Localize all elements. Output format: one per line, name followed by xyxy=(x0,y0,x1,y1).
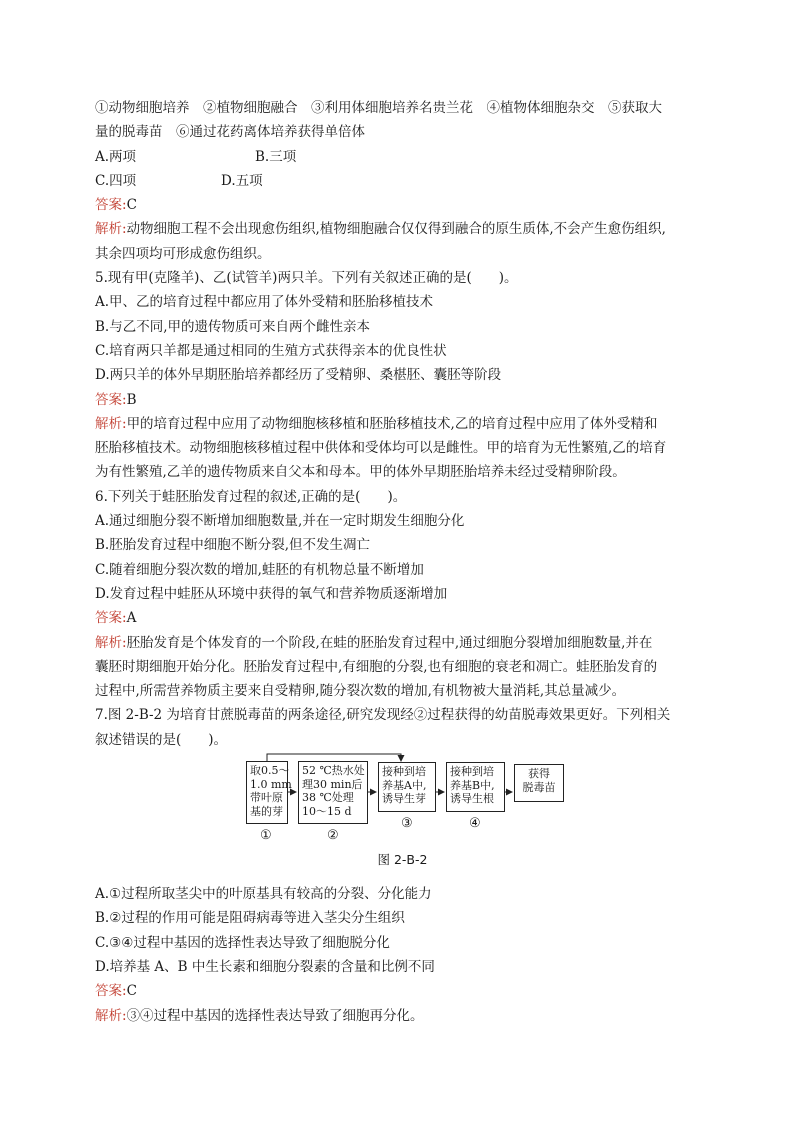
q4-option-b: B.三项 xyxy=(255,148,297,165)
answer-label: 答案: xyxy=(95,197,127,214)
step-box-4 xyxy=(446,762,505,812)
q4-explanation-line1 xyxy=(95,217,710,241)
q5-stem: 5.现有甲(克隆羊)、乙(试管羊)两只羊。下列有关叙述正确的是( )。 xyxy=(95,270,518,287)
answer-label: 答案: xyxy=(95,983,127,1000)
q6-answer xyxy=(95,606,710,630)
box-text: 取0.5～ xyxy=(250,764,290,778)
document-page xyxy=(95,96,710,1028)
q6-explanation-line1 xyxy=(95,631,710,655)
box-text: 诱导生芽 xyxy=(382,792,426,806)
answer-value: B xyxy=(126,391,137,408)
box-text: 诱导生根 xyxy=(450,792,494,806)
explanation-label: 解析: xyxy=(95,634,127,651)
q6-option-c: C.随着细胞分裂次数的增加,蛙胚的有机物总量不断增加 xyxy=(95,561,424,578)
box-text: 基的芽 xyxy=(250,804,283,818)
q5-explanation-line1 xyxy=(95,412,710,436)
box-text: 38 ℃处理 xyxy=(302,791,354,805)
step-label-1: ① xyxy=(260,828,272,844)
arrow-bypass-1-3 xyxy=(267,754,401,761)
step-label-3: ③ xyxy=(401,816,413,832)
box-text: 接种到培 xyxy=(382,765,426,779)
q7-stem-line1: 7.图 2-B-2 为培育甘蔗脱毒苗的两条途径,研究发现经②过程获得的幼苗脱毒效果更好。下列相关 xyxy=(95,707,671,724)
figure-caption: 图 2-B-2 xyxy=(377,852,428,868)
q4-explanation-line2: 其余四项均可形成愈伤组织。 xyxy=(95,245,271,262)
box-text: 获得 xyxy=(528,767,550,781)
q5-answer xyxy=(95,388,710,412)
explanation-text: 胚胎发育是个体发育的一个阶段,在蛙的胚胎发育过程中,通过细胞分裂增加细胞数量,并在 xyxy=(126,634,653,651)
box-text: 养基B中, xyxy=(450,778,495,792)
box-text: 带叶原 xyxy=(250,791,283,805)
q6-explanation-line3: 过程中,所需营养物质主要来自受精卵,随分裂次数的增加,有机物被大量消耗,其总量减少。 xyxy=(95,683,626,700)
box-text: 1.0 mm xyxy=(250,777,292,791)
explanation-text: 动物细胞工程不会出现愈伤组织,植物细胞融合仅仅得到融合的原生质体,不会产生愈伤组织, xyxy=(126,221,666,238)
q4-option-a: A.两项 xyxy=(95,148,137,165)
box-text: 理30 min后 xyxy=(302,777,363,791)
step-box-1 xyxy=(246,761,292,824)
q5-option-b: B.与乙不同,甲的遗传物质可来自两个雌性亲本 xyxy=(95,318,371,335)
q4-answer xyxy=(95,193,710,217)
q7-option-a: A.①过程所取茎尖中的叶原基具有较高的分裂、分化能力 xyxy=(95,886,432,903)
q5-option-d: D.两只羊的体外早期胚胎培养都经历了受精卵、桑椹胚、囊胚等阶段 xyxy=(95,367,502,384)
q5-option-c: C.培育两只羊都是通过相同的生殖方式获得亲本的优良性状 xyxy=(95,342,447,359)
q5-explanation-line3: 为有性繁殖,乙羊的遗传物质来自父本和母本。甲的体外早期胚胎培养未经过受精卵阶段。 xyxy=(95,464,626,481)
explanation-text: ③④过程中基因的选择性表达导致了细胞再分化。 xyxy=(126,1007,424,1024)
step-box-5 xyxy=(514,764,564,802)
q6-option-b: B.胚胎发育过程中细胞不断分裂,但不发生凋亡 xyxy=(95,537,371,554)
q5-explanation-line2: 胚胎移植技术。动物细胞核移植过程中供体和受体均可以是雌性。甲的培育为无性繁殖,乙的培育 xyxy=(95,440,667,457)
box-text: 52 ℃热水处 xyxy=(302,764,365,778)
q6-stem: 6.下列关于蛙胚胎发育过程的叙述,正确的是( )。 xyxy=(95,488,407,505)
step-box-3 xyxy=(378,762,436,812)
box-text: 脱毒苗 xyxy=(522,780,556,794)
flow-diagram xyxy=(95,752,710,882)
answer-value: C xyxy=(126,197,137,214)
answer-value: C xyxy=(126,983,137,1000)
answer-label: 答案: xyxy=(95,391,127,408)
q4-option-c: C.四项 xyxy=(95,172,137,189)
box-text: 接种到培 xyxy=(450,765,494,779)
q5-option-a: A.甲、乙的培育过程中都应用了体外受精和胚胎移植技术 xyxy=(95,294,434,311)
q4-options-row1 xyxy=(95,145,710,169)
q4-items-line1: ①动物细胞培养 ②植物细胞融合 ③利用体细胞培养名贵兰花 ④植物体细胞杂交 ⑤获取大 xyxy=(95,100,662,116)
step-box-2 xyxy=(298,761,368,824)
q4-items-line2: 量的脱毒苗 ⑥通过花药离体培养获得单倍体 xyxy=(95,124,365,141)
q7-option-d: D.培养基 A、B 中生长素和细胞分裂素的含量和比例不同 xyxy=(95,958,435,975)
explanation-text: 甲的培育过程中应用了动物细胞核移植和胚胎移植技术,乙的培育过程中应用了体外受精和 xyxy=(126,415,658,432)
q7-stem-line2: 叙述错误的是( )。 xyxy=(95,731,228,748)
box-text: 养基A中, xyxy=(382,778,427,792)
q4-option-d: D.五项 xyxy=(221,172,263,189)
step-label-2: ② xyxy=(327,828,339,844)
answer-value: A xyxy=(126,610,137,627)
answer-label: 答案: xyxy=(95,610,127,627)
step-label-4: ④ xyxy=(469,816,481,832)
explanation-label: 解析: xyxy=(95,221,127,238)
q7-option-b: B.②过程的作用可能是阻碍病毒等进入茎尖分生组织 xyxy=(95,910,405,927)
q7-answer xyxy=(95,979,710,1003)
q6-explanation-line2: 囊胚时期细胞开始分化。胚胎发育过程中,有细胞的分裂,也有细胞的衰老和凋亡。蛙胚胎发育的 xyxy=(95,658,658,675)
q6-option-a: A.通过细胞分裂不断增加细胞数量,并在一定时期发生细胞分化 xyxy=(95,513,465,530)
explanation-label: 解析: xyxy=(95,415,127,432)
explanation-label: 解析: xyxy=(95,1007,127,1024)
q7-option-c: C.③④过程中基因的选择性表达导致了细胞脱分化 xyxy=(95,934,390,951)
q7-explanation-line1 xyxy=(95,1004,710,1028)
q4-options-row2 xyxy=(95,169,710,193)
q6-option-d: D.发育过程中蛙胚从环境中获得的氧气和营养物质逐渐增加 xyxy=(95,585,448,602)
box-text: 10～15 d xyxy=(302,804,352,818)
